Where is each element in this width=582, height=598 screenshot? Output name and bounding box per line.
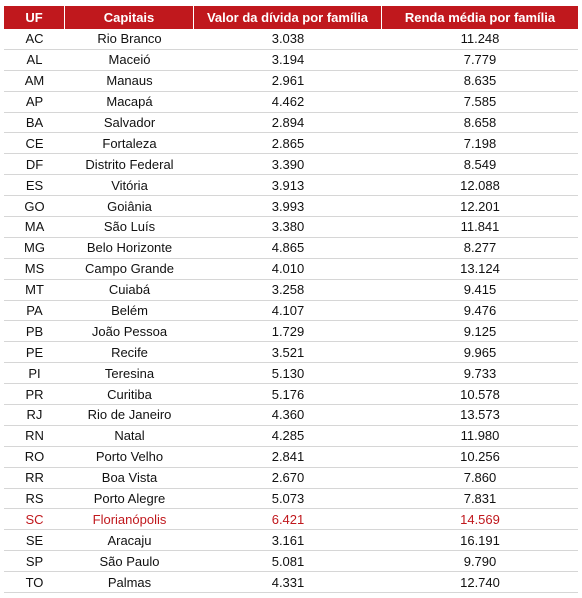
- cell-valor-divida: 4.285: [271, 428, 305, 444]
- cell-valor-divida: 4.107: [271, 303, 305, 319]
- table-row: [4, 301, 578, 322]
- table-row: [4, 92, 578, 113]
- table-row: [4, 113, 578, 134]
- cell-renda-media: 16.191: [460, 532, 500, 548]
- cell-valor-divida: 4.865: [271, 240, 305, 256]
- cell-valor-divida: 2.841: [271, 449, 305, 465]
- cell-valor-divida: 3.161: [271, 532, 305, 548]
- cell-capital: Porto Alegre: [93, 491, 166, 507]
- cell-uf: SC: [25, 511, 44, 527]
- table-row: [4, 489, 578, 510]
- cell-uf: RR: [25, 470, 44, 486]
- table-row: [4, 175, 578, 196]
- table-row: [4, 154, 578, 175]
- cell-capital: Distrito Federal: [85, 156, 174, 172]
- cell-valor-divida: 3.521: [271, 344, 305, 360]
- header-renda-media: Renda média por família: [404, 10, 556, 25]
- cell-valor-divida: 6.421: [271, 511, 305, 527]
- cell-renda-media: 9.415: [463, 282, 497, 298]
- cell-uf: RN: [25, 428, 44, 444]
- cell-uf: AC: [25, 31, 44, 47]
- cell-renda-media: 10.578: [460, 386, 500, 402]
- cell-capital: Cuiabá: [108, 282, 151, 298]
- table-row: [4, 447, 578, 468]
- cell-capital: Teresina: [104, 365, 155, 381]
- table-row: [4, 468, 578, 489]
- cell-capital: Curitiba: [107, 386, 152, 402]
- cell-uf: MS: [24, 261, 45, 277]
- cell-uf: TO: [25, 574, 44, 590]
- cell-uf: PI: [28, 365, 41, 381]
- cell-valor-divida: 3.380: [271, 219, 305, 235]
- cell-capital: Recife: [111, 344, 148, 360]
- cell-capital: São Paulo: [99, 553, 160, 569]
- cell-valor-divida: 2.865: [271, 135, 305, 151]
- table-row: [4, 384, 578, 405]
- cell-capital: Fortaleza: [102, 135, 157, 151]
- header-valor-divida: Valor da dívida por família: [194, 6, 382, 29]
- cell-capital: João Pessoa: [91, 323, 168, 339]
- cell-renda-media: 13.573: [460, 407, 500, 423]
- data-table: [4, 6, 578, 593]
- cell-uf: SE: [25, 532, 44, 548]
- cell-valor-divida: 2.961: [271, 73, 305, 89]
- table-header: [4, 6, 578, 29]
- cell-capital: Natal: [114, 428, 145, 444]
- cell-renda-media: 13.124: [460, 261, 500, 277]
- table-row: [4, 509, 578, 530]
- header-uf: UF: [4, 6, 65, 29]
- cell-uf: PB: [25, 323, 44, 339]
- cell-capital: Porto Velho: [95, 449, 164, 465]
- cell-capital: Campo Grande: [85, 261, 174, 277]
- table-row: [4, 572, 578, 593]
- cell-valor-divida: 3.993: [271, 198, 305, 214]
- cell-valor-divida: 4.331: [271, 574, 305, 590]
- cell-renda-media: 7.779: [463, 52, 497, 68]
- cell-renda-media: 11.248: [460, 31, 500, 47]
- table-row: [4, 71, 578, 92]
- table-row: [4, 530, 578, 551]
- table-row: [4, 342, 578, 363]
- cell-renda-media: 12.201: [460, 198, 500, 214]
- cell-renda-media: 12.740: [460, 574, 500, 590]
- cell-uf: RJ: [26, 407, 43, 423]
- table-row: [4, 196, 578, 217]
- cell-capital: Macapá: [106, 94, 153, 110]
- cell-uf: AL: [26, 52, 43, 68]
- cell-capital: Belo Horizonte: [86, 240, 173, 256]
- cell-valor-divida: 4.462: [271, 94, 305, 110]
- cell-renda-media: 7.198: [463, 135, 497, 151]
- cell-valor-divida: 1.729: [271, 323, 305, 339]
- cell-uf: DF: [25, 156, 44, 172]
- cell-uf: CE: [25, 135, 44, 151]
- cell-uf: RO: [24, 449, 45, 465]
- table-row: [4, 217, 578, 238]
- table-row: [4, 426, 578, 447]
- cell-renda-media: 12.088: [460, 177, 500, 193]
- cell-valor-divida: 4.010: [271, 261, 305, 277]
- cell-renda-media: 9.125: [463, 323, 497, 339]
- table-row: [4, 321, 578, 342]
- cell-renda-media: 11.980: [460, 428, 500, 444]
- cell-uf: RS: [25, 491, 44, 507]
- cell-uf: MT: [25, 282, 44, 298]
- cell-uf: PR: [25, 386, 44, 402]
- cell-valor-divida: 2.670: [271, 470, 305, 486]
- cell-uf: ES: [25, 177, 44, 193]
- cell-uf: SP: [25, 553, 44, 569]
- table-row: [4, 29, 578, 50]
- cell-uf: AM: [24, 73, 45, 89]
- table-row: [4, 50, 578, 71]
- cell-valor-divida: 5.073: [271, 491, 305, 507]
- table-row: [4, 280, 578, 301]
- cell-capital: Boa Vista: [101, 470, 158, 486]
- cell-uf: PE: [25, 344, 44, 360]
- cell-valor-divida: 3.913: [271, 177, 305, 193]
- cell-renda-media: 10.256: [460, 449, 500, 465]
- cell-valor-divida: 3.038: [271, 31, 305, 47]
- cell-valor-divida: 5.081: [271, 553, 305, 569]
- cell-capital: Aracaju: [107, 532, 152, 548]
- cell-capital: Rio Branco: [97, 31, 162, 47]
- cell-valor-divida: 2.894: [271, 115, 305, 130]
- cell-capital: Manaus: [106, 73, 153, 89]
- header-capitais: Capitais: [65, 6, 194, 29]
- cell-valor-divida: 4.360: [271, 407, 305, 423]
- cell-capital: Salvador: [103, 115, 156, 130]
- cell-uf: GO: [24, 198, 45, 214]
- table-body: [4, 29, 578, 593]
- cell-capital: Palmas: [107, 574, 152, 590]
- cell-uf: BA: [25, 115, 44, 130]
- cell-renda-media: 9.733: [463, 365, 497, 381]
- table-row: [4, 238, 578, 259]
- cell-capital: Vitória: [111, 177, 148, 193]
- cell-uf: MG: [24, 240, 45, 256]
- cell-valor-divida: 3.194: [271, 52, 305, 68]
- cell-renda-media: 7.585: [463, 94, 497, 110]
- cell-renda-media: 14.569: [460, 511, 500, 527]
- cell-uf: AP: [25, 94, 44, 110]
- cell-uf: MA: [24, 219, 45, 235]
- cell-renda-media: 9.790: [463, 553, 497, 569]
- cell-renda-media: 7.831: [463, 491, 497, 507]
- cell-renda-media: 9.965: [463, 344, 497, 360]
- cell-capital: São Luís: [103, 219, 156, 235]
- cell-renda-media: 8.658: [463, 115, 497, 130]
- cell-renda-media: 8.549: [463, 156, 497, 172]
- cell-renda-media: 11.841: [460, 219, 500, 235]
- table-row: [4, 133, 578, 154]
- cell-renda-media: 9.476: [463, 303, 497, 319]
- cell-capital: Goiânia: [107, 198, 152, 214]
- table-row: [4, 259, 578, 280]
- cell-valor-divida: 5.176: [271, 386, 305, 402]
- table-row: [4, 363, 578, 384]
- cell-valor-divida: 3.258: [271, 282, 305, 298]
- table-row: [4, 405, 578, 426]
- cell-renda-media: 8.635: [463, 73, 497, 89]
- cell-uf: PA: [26, 303, 43, 319]
- cell-capital: Florianópolis: [92, 511, 167, 527]
- table-row: [4, 551, 578, 572]
- cell-capital: Rio de Janeiro: [87, 407, 172, 423]
- cell-renda-media: 7.860: [463, 470, 497, 486]
- cell-valor-divida: 5.130: [271, 365, 305, 381]
- cell-valor-divida: 3.390: [271, 156, 305, 172]
- cell-capital: Maceió: [108, 52, 151, 68]
- cell-capital: Belém: [111, 303, 148, 319]
- cell-renda-media: 8.277: [463, 240, 497, 256]
